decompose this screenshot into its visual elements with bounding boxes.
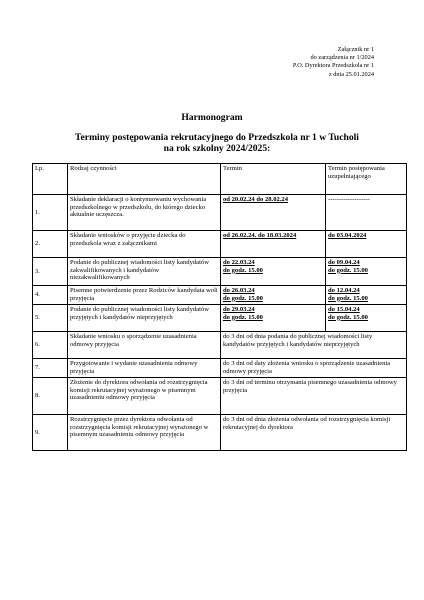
- schedule-table: [32, 163, 407, 451]
- table-header-row: [33, 164, 407, 195]
- row-number: 8.: [33, 378, 68, 415]
- row-activity: Składanie wniosków o przyjęcie dziecka do przedszkola wraz z załącznikami: [68, 231, 221, 258]
- row-term-wide: do 3 dni od dnia podania do publicznej wiadomości listy kandydatów przyjętych i kandydatów nieprzyjętych: [221, 332, 407, 359]
- row-term-wide: do 3 dni od daty złożenia wniosku o sporządzenie uzasadnienia odmowy przyjęcia: [221, 359, 407, 378]
- document-title: Harmonogram: [181, 112, 243, 123]
- row-activity: Złożenie do dyrektora odwołania od rozstrzygnięcia komisji rekrutacyjnej wyrażonego w pisemnym uzasadnieniu odmowy przyjęcia: [68, 378, 221, 415]
- annex-header: [234, 46, 374, 79]
- row-activity: Składanie deklaracji o kontynuowaniu wychowania przedszkolnego w przedszkolu, do którego dziecko aktualnie uczęszcza.: [68, 195, 221, 231]
- term-time: do godz. 15.00: [223, 313, 263, 321]
- table-row: [33, 195, 407, 231]
- annex-line: Załącznik nr 1: [337, 46, 374, 53]
- row-term: [221, 195, 326, 231]
- header-activity: Rodzaj czynności: [68, 164, 221, 195]
- row-activity: Podanie do publicznej wiadomości listy kandydatów przyjętych i kandydatów nieprzyjętych: [68, 305, 221, 332]
- term-date: do 22.03.24: [223, 259, 255, 266]
- subtitle-line: Terminy postępowania rekrutacyjnego do Przedszkola nr 1 w Tucholi: [75, 132, 359, 143]
- supp-time: do godz. 15.00: [328, 313, 368, 321]
- term-time: do godz. 15.00: [223, 266, 263, 274]
- row-supplementary: [326, 258, 407, 286]
- row-number: 9.: [33, 415, 68, 451]
- header-supplementary: Termin postępowania uzupełniającego: [326, 164, 407, 195]
- row-number: 1.: [33, 195, 68, 231]
- row-term: [221, 231, 326, 258]
- row-number: 7.: [33, 359, 68, 378]
- term-date: do 29.03.24: [223, 306, 255, 313]
- term-date: od 26.02.24. do 18.03.2024: [223, 232, 297, 239]
- row-term: [221, 286, 326, 305]
- row-number: 4.: [33, 286, 68, 305]
- row-activity: Pisemne potwierdzenie przez Rodziców kandydata woli przyjęcia: [68, 286, 221, 305]
- table-row: [33, 258, 407, 286]
- term-date: do 26.03.24: [223, 287, 255, 294]
- table-row: [33, 305, 407, 332]
- table-row: [33, 332, 407, 359]
- supp-date: do 09.04.24: [328, 259, 360, 266]
- row-supplementary: [326, 286, 407, 305]
- row-number: 3.: [33, 258, 68, 286]
- table-row: [33, 231, 407, 258]
- row-term: [221, 258, 326, 286]
- document-subtitle: [40, 132, 394, 154]
- row-activity: Przygotowanie i wydanie uzasadnienia odmowy przyjęcia: [68, 359, 221, 378]
- row-activity: Składanie wniosku o sporządzenie uzasadnienia odmowy przyjęcia: [68, 332, 221, 359]
- annex-line: P.O. Dyrektora Przedszkola nr 1: [292, 62, 374, 70]
- table-row: [33, 378, 407, 415]
- row-activity: Rozstrzygnięcie przez dyrektora odwołania od rozstrzygnięcia komisji rekrutacyjnej wyrażonego w pisemnym uzasadnieniu odmowy przyjęcia: [68, 415, 221, 451]
- row-supplementary: -------------------: [326, 195, 407, 231]
- row-supplementary: [326, 305, 407, 332]
- row-supplementary: [326, 231, 407, 258]
- table-row: [33, 286, 407, 305]
- supp-time: do godz. 15.00: [328, 294, 368, 302]
- row-activity: Podanie do publicznej wiadomości listy kandydatów zakwalifikowanych i kandydatów niezakwalifikowanych: [68, 258, 221, 286]
- row-term: [221, 305, 326, 332]
- term-date: od 20.02.24 do 28.02.24: [223, 196, 289, 203]
- term-time: do godz. 15.00: [223, 294, 263, 302]
- supp-time: do godz. 15.00: [328, 266, 368, 274]
- row-number: 2.: [33, 231, 68, 258]
- header-lp: Lp.: [33, 164, 68, 195]
- table-row: [33, 359, 407, 378]
- table-row: [33, 415, 407, 451]
- row-number: 6.: [33, 332, 68, 359]
- supp-date: do 15.04.24: [328, 306, 360, 313]
- header-term: Termin: [221, 164, 326, 195]
- annex-line: z dnia 25.01.2024: [328, 70, 374, 78]
- row-term-wide: do 3 dni od terminu otrzymania pisemnego uzasadnienia odmowy przyjęcia: [221, 378, 407, 415]
- row-number: 5.: [33, 305, 68, 332]
- subtitle-line: na rok szkolny 2024/2025:: [163, 143, 271, 154]
- annex-line: do zarządzenia nr 1/2024: [310, 54, 374, 62]
- supp-date: do 03.04.2024: [328, 232, 367, 239]
- row-term-wide: do 3 dni od dnia złożenia odwołania od rozstrzygnięcia komisji rekrutacyjnej do dyrektora: [221, 415, 407, 451]
- supp-date: do 12.04.24: [328, 287, 360, 294]
